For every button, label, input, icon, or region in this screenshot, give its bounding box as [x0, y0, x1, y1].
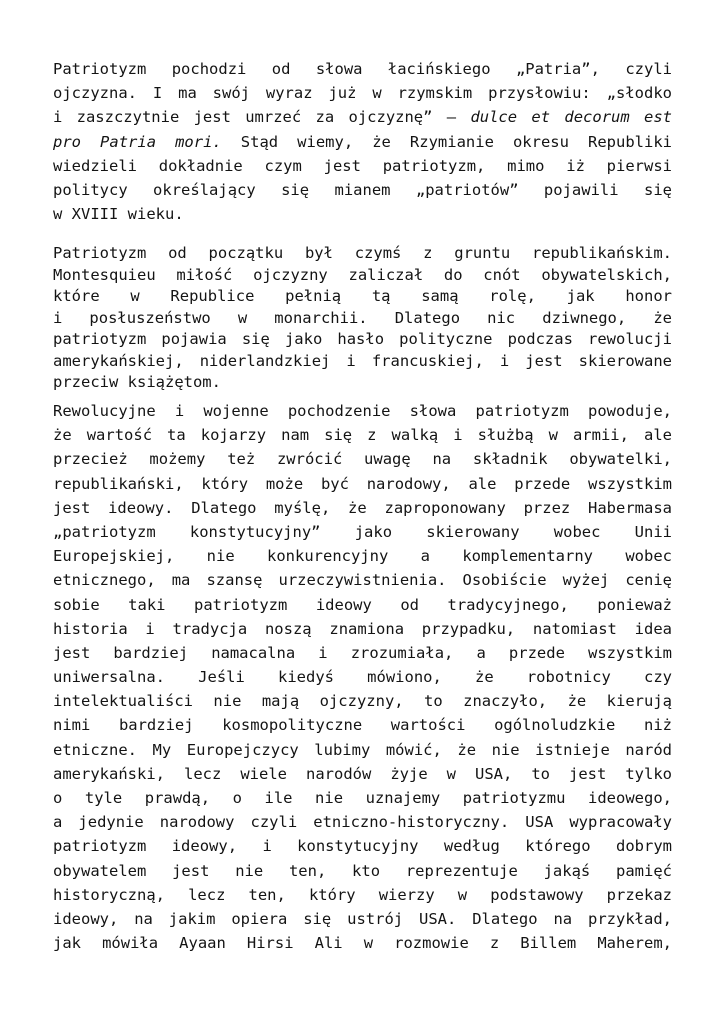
- text-line: Rewolucyjne i wojenne pochodzenie słowa patriotyzm powoduje,: [53, 402, 672, 420]
- text-line: ojczyzna. I ma swój wyraz już w rzymskim przysłowiu: „słodko: [53, 84, 672, 103]
- text-line: [53, 105, 672, 129]
- text-line: jest ideowy. Dlatego myślę, że zaproponowany przez Habermasa: [53, 498, 672, 517]
- text-line: politycy określający się mianem „patriotów” pojawili się: [53, 180, 672, 199]
- text-line: wiedzieli dokładnie czym jest patriotyzm, mimo iż pierwsi: [53, 156, 672, 175]
- text-line: obywatelem jest nie ten, kto reprezentuje jakąś pamięć: [53, 861, 672, 880]
- text-line: patriotyzm pojawia się jako hasło polityczne podczas rewolucji: [53, 330, 672, 348]
- text-line: Patriotyzm od początku był czymś z gruntu republikańskim.: [53, 244, 672, 262]
- text-line: Europejskiej, nie konkurencyjny a komplementarny wobec: [53, 547, 672, 566]
- text-line: sobie taki patriotyzm ideowy od tradycyjnego, ponieważ: [53, 595, 672, 614]
- text-line: patriotyzm ideowy, i konstytucyjny według którego dobrym: [53, 837, 672, 856]
- text-line: historyczną, lecz ten, który wierzy w podstawowy przekaz: [53, 885, 672, 904]
- text-line: a jedynie narodowy czyli etniczno-historyczny. USA wypracowały: [53, 813, 672, 832]
- text-line: że wartość ta kojarzy nam się z walką i służbą w armii, ale: [53, 426, 672, 445]
- text-line: Patriotyzm pochodzi od słowa łacińskiego „Patria”, czyli: [53, 60, 672, 78]
- paragraph-republican-roots: [53, 243, 672, 394]
- text-line: intelektualiści nie mają ojczyzny, to znaczyło, że kierują: [53, 692, 672, 711]
- text-line: i posłuszeństwo w monarchii. Dlatego nic dziwnego, że: [53, 308, 672, 327]
- text-line: etniczne. My Europejczycy lubimy mówić, że nie istnieje naród: [53, 740, 672, 759]
- text-line: etnicznego, ma szansę urzeczywistnienia. Osobiście wyżej cenię: [53, 571, 672, 590]
- text-line: Montesquieu miłość ojczyzny zaliczał do cnót obywatelskich,: [53, 265, 672, 284]
- text-line: uniwersalna. Jeśli kiedyś mówiono, że robotnicy czy: [53, 668, 672, 687]
- text-line: jak mówiła Ayaan Hirsi Ali w rozmowie z Billem Maherem,: [53, 934, 672, 953]
- text-span: Stąd wiemy, że Rzymianie okresu Republiki: [221, 132, 672, 151]
- text-line: republikański, który może być narodowy, ale przede wszystkim: [53, 474, 672, 493]
- text-line: które w Republice pełnią tą samą rolę, jak honor: [53, 287, 672, 305]
- text-line: przecież możemy też zwrócić uwagę na składnik obywatelki,: [53, 450, 672, 469]
- text-line: nimi bardziej kosmopolityczne wartości ogólnoludzkie niż: [53, 716, 672, 735]
- text-line: jest bardziej namacalna i zrozumiała, a przede wszystkim: [53, 643, 672, 662]
- latin-quote: dulce et decorum est: [470, 108, 672, 127]
- text-span: i zaszczytnie jest umrzeć za ojczyznę” –: [53, 108, 457, 127]
- paragraph-ideological-patriotism: [53, 399, 672, 955]
- paragraph-patriotism-origin: [53, 57, 672, 226]
- text-line: historia i tradycja noszą znamiona przypadku, natomiast idea: [53, 619, 672, 638]
- text-line: amerykańskiej, niderlandzkiej i francuskiej, i jest skierowane: [53, 351, 672, 370]
- text-line: amerykański, lecz wiele narodów żyje w USA, to jest tylko: [53, 764, 672, 783]
- text-line: ideowy, na jakim opiera się ustrój USA. Dlatego na przykład,: [53, 909, 672, 928]
- text-line: przeciw książętom.: [53, 373, 221, 391]
- text-line: „patriotyzm konstytucyjny” jako skierowany wobec Unii: [53, 522, 672, 541]
- text-line: [53, 130, 672, 154]
- latin-quote: pro Patria mori.: [53, 132, 222, 151]
- text-line: o tyle prawdą, o ile nie uznajemy patriotyzmu ideowego,: [53, 789, 672, 807]
- text-line: w XVIII wieku.: [53, 205, 184, 224]
